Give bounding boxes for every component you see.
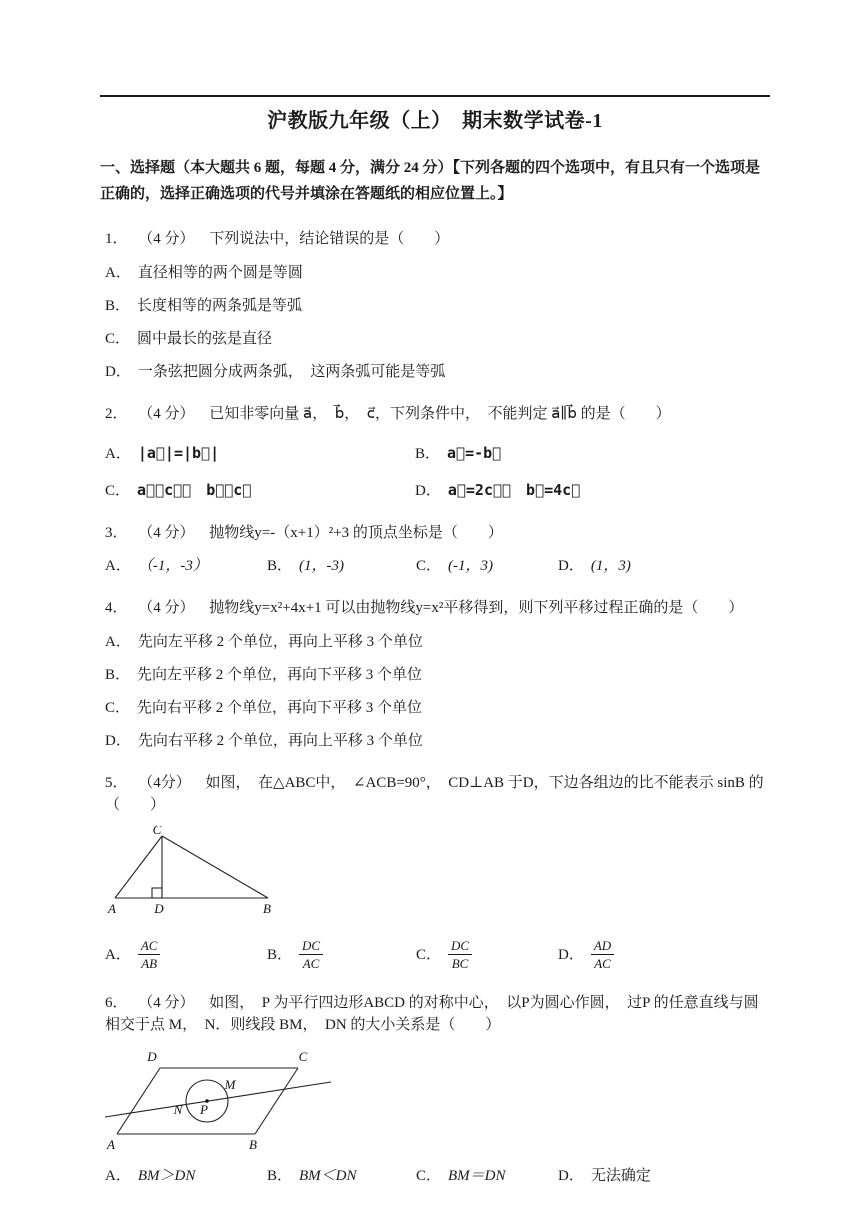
q3-stem: 抛物线y=-（x+1）²+3 的顶点坐标是（ ）	[209, 525, 503, 541]
q3-number: 3．	[105, 525, 128, 541]
q1-option-a	[105, 263, 770, 283]
question-6	[100, 992, 770, 1186]
q5-option-b-fraction	[299, 938, 323, 971]
q5-option-b	[267, 938, 416, 971]
q2-option-b	[415, 443, 770, 464]
q2-option-b-label: B．	[415, 446, 441, 462]
q5-stem-line	[105, 772, 770, 816]
section-heading: 一、选择题（本大题共 6 题，每题 4 分，满分 24 分）【下列各题的四个选项中，有且只有一个选项是正确的，选择正确选项的代号并填涂在答题纸的相应位置上。】	[100, 160, 761, 202]
vertex-label-c: C	[152, 826, 162, 837]
q1-score: （4 分）	[138, 231, 195, 247]
q5-option-b-label: B．	[267, 946, 293, 963]
q3-option-d-text: (1，3)	[590, 558, 631, 574]
q2-option-b-text: a⃗=-b⃗	[447, 444, 502, 462]
q3-option-c-text: (-1，3)	[448, 558, 494, 574]
q6-score: （4 分）	[138, 995, 195, 1011]
q1-option-c-text: 圆中最长的弦是直径	[137, 331, 273, 347]
q4-option-c	[105, 698, 770, 718]
q1-option-a-text: 直径相等的两个圆是等圆	[137, 265, 303, 281]
q5-option-d-label: D．	[558, 946, 584, 963]
q3-option-b-label: B．	[267, 558, 293, 574]
q5-score: （4分）	[138, 775, 191, 791]
q1-option-d	[105, 362, 770, 382]
q6-option-c	[416, 1166, 558, 1186]
vertex-label-d: D	[154, 901, 164, 916]
q4-option-a-label: A．	[105, 634, 131, 650]
q4-option-d-label: D．	[105, 733, 131, 749]
q4-number: 4．	[105, 600, 128, 616]
q2-option-d-text: a⃗=2c⃗， b⃗=4c⃗	[447, 481, 581, 499]
q6-option-d	[558, 1166, 651, 1186]
question-3	[100, 522, 770, 576]
right-angle-mark	[152, 888, 162, 898]
point-label-m: M	[224, 1077, 236, 1092]
q3-option-b-text: (1，-3)	[299, 558, 345, 574]
q4-option-b	[105, 665, 770, 685]
q3-option-d-label: D．	[558, 558, 584, 574]
q1-option-d-text: 一条弦把圆分成两条弧， 这两条弧可能是等弧	[137, 364, 446, 380]
q5-options	[105, 938, 770, 971]
q1-option-c-label: C．	[105, 331, 131, 347]
q6-option-c-label: C．	[416, 1168, 442, 1184]
q6-option-b	[267, 1166, 416, 1186]
exam-page	[0, 95, 866, 1217]
q1-stem-line	[105, 228, 770, 250]
q4-option-d	[105, 731, 770, 751]
vertex-label-a: A	[108, 901, 116, 916]
q1-option-d-label: D．	[105, 364, 131, 380]
q2-option-c	[105, 480, 410, 501]
q5-option-c-label: C．	[416, 946, 442, 963]
question-4	[100, 597, 770, 751]
q2-options	[100, 427, 770, 501]
q2-option-d-label: D．	[415, 483, 441, 499]
q5-option-d-fraction	[591, 938, 614, 971]
q3-option-b	[267, 556, 416, 576]
q5-option-b-numerator: DC	[299, 938, 323, 955]
q4-stem-line	[105, 597, 770, 619]
q2-number: 2．	[105, 406, 128, 422]
q4-option-b-text: 先向左平移 2 个单位，再向下平移 3 个单位	[137, 667, 423, 683]
vertex-label-b: B	[249, 1137, 257, 1152]
q5-number: 5．	[105, 775, 128, 791]
q6-option-a-label: A．	[105, 1168, 131, 1184]
q5-option-d-numerator: AD	[591, 938, 614, 955]
q3-option-c	[416, 556, 558, 576]
q5-option-a-label: A．	[105, 946, 131, 963]
q6-options	[105, 1166, 770, 1186]
q1-stem: 下列说法中，结论错误的是（ ）	[209, 231, 450, 247]
q1-option-a-label: A．	[105, 265, 131, 281]
q6-option-c-text: BM＝DN	[448, 1168, 506, 1184]
q6-option-a-text: BM＞DN	[137, 1168, 196, 1184]
page-title: 沪教版九年级（上） 期末数学试卷-1	[267, 110, 603, 132]
vertex-label-b: B	[263, 901, 271, 916]
q4-option-c-label: C．	[105, 700, 131, 716]
q3-option-a	[105, 556, 267, 576]
header-rule	[100, 95, 770, 97]
q6-option-b-text: BM＜DN	[299, 1168, 357, 1184]
q5-option-d-denominator: AC	[594, 956, 611, 971]
q5-option-c	[416, 938, 558, 971]
q2-stem-line	[105, 403, 770, 425]
q3-option-a-text: （-1，-3）	[137, 558, 208, 574]
vertex-label-d: D	[147, 1049, 157, 1064]
q3-option-a-label: A．	[105, 558, 131, 574]
q2-option-c-label: C．	[105, 483, 131, 499]
parallelogram-circle-figure	[105, 1046, 345, 1154]
q1-option-b-label: B．	[105, 298, 131, 314]
q6-option-d-label: D．	[558, 1168, 584, 1184]
q1-number: 1．	[105, 231, 128, 247]
q5-option-a-denominator: AB	[141, 956, 158, 971]
q5-stem: 如图， 在△ABC中， ∠ACB=90°， CD⊥AB 于D，下边各组边的比不能表示 sinB 的（ ）	[105, 775, 764, 813]
point-label-p: P	[200, 1102, 208, 1117]
point-label-n: N	[173, 1102, 183, 1117]
q2-score: （4 分）	[138, 406, 195, 422]
q3-options	[105, 556, 770, 576]
q3-option-c-label: C．	[416, 558, 442, 574]
q6-option-b-label: B．	[267, 1168, 293, 1184]
q2-option-a	[105, 443, 410, 464]
question-1	[100, 228, 770, 382]
q5-option-a-fraction	[138, 938, 161, 971]
vertex-label-a: A	[107, 1137, 115, 1152]
q1-option-b-text: 长度相等的两条弧是等弧	[137, 298, 303, 314]
q4-option-c-text: 先向右平移 2 个单位，再向下平移 3 个单位	[137, 700, 423, 716]
triangle-figure	[105, 826, 283, 924]
q3-option-d	[558, 556, 631, 576]
q2-stem: 已知非零向量 a⃗， b⃗， c⃗，下列条件中， 不能判定 a⃗∥b⃗ 的是（ ）	[209, 406, 671, 422]
q2-option-a-text: |a⃗|=|b⃗|	[137, 444, 220, 462]
q3-stem-line	[105, 522, 770, 544]
q6-number: 6．	[105, 995, 128, 1011]
q2-option-c-text: a⃗∥c⃗， b⃗∥c⃗	[137, 481, 252, 499]
q1-option-b	[105, 296, 770, 316]
q6-stem: 如图， P 为平行四边形ABCD 的对称中心， 以P为圆心作圆， 过P 的任意直线与圆相交于点 M， N．则线段 BM， DN 的大小关系是（ ）	[105, 995, 759, 1033]
q3-score: （4 分）	[138, 525, 195, 541]
q6-option-a	[105, 1166, 267, 1186]
q5-option-b-denominator: AC	[302, 956, 320, 971]
q6-stem-line	[105, 992, 770, 1036]
q5-option-c-denominator: BC	[451, 956, 469, 971]
q5-option-c-numerator: DC	[448, 938, 472, 955]
vertex-label-c: C	[298, 1049, 308, 1064]
question-5	[100, 772, 770, 971]
q6-option-d-text: 无法确定	[590, 1168, 651, 1184]
q4-score: （4 分）	[138, 600, 195, 616]
question-2	[100, 403, 770, 501]
q4-option-a	[105, 632, 770, 652]
q4-option-d-text: 先向右平移 2 个单位，再向上平移 3 个单位	[137, 733, 423, 749]
q1-option-c	[105, 329, 770, 349]
q2-option-a-label: A．	[105, 446, 131, 462]
q4-option-a-text: 先向左平移 2 个单位，再向上平移 3 个单位	[137, 634, 423, 650]
q5-option-c-fraction	[448, 938, 472, 971]
q4-stem: 抛物线y=x²+4x+1 可以由抛物线y=x²平移得到，则下列平移过程正确的是（ ）	[209, 600, 744, 616]
q2-option-d	[415, 480, 770, 501]
q4-option-b-label: B．	[105, 667, 131, 683]
q5-option-a	[105, 938, 267, 971]
q5-option-d	[558, 938, 614, 971]
q5-option-a-numerator: AC	[138, 938, 161, 955]
